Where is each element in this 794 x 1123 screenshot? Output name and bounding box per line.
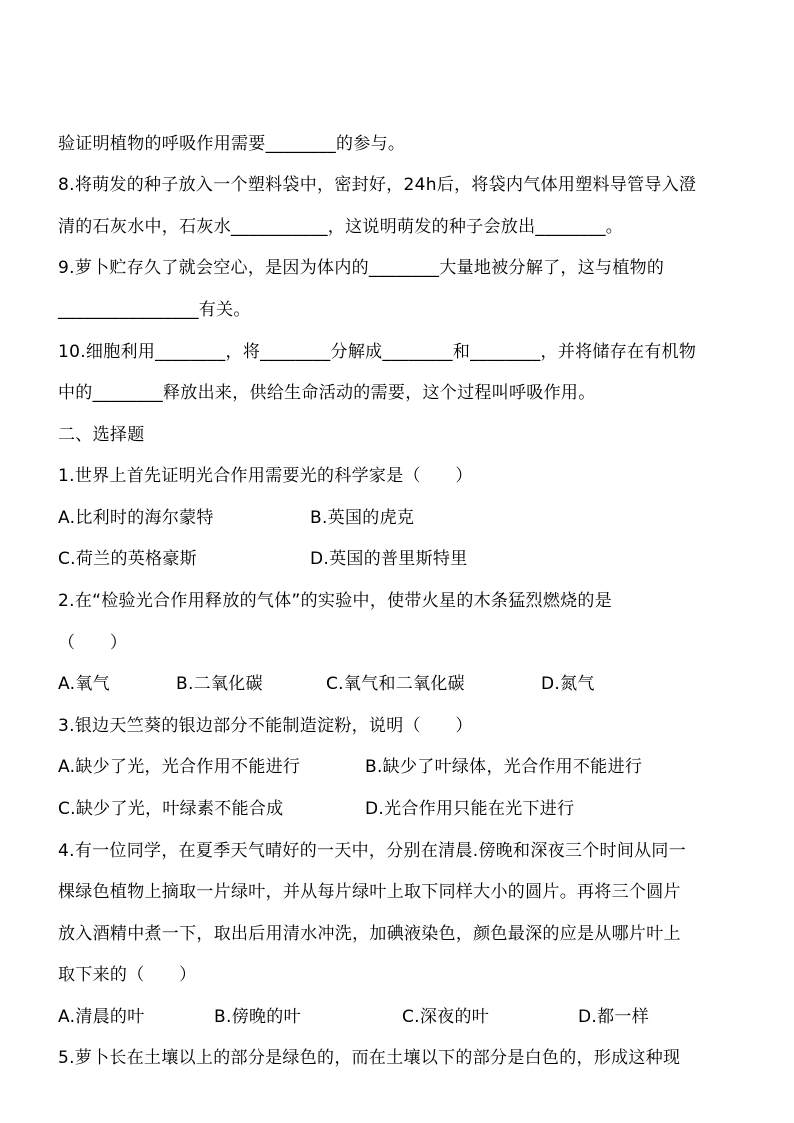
mc-question-2: 2.在“检验光合作用释放的气体”的实验中，使带火星的木条猛烈燃烧的是 bbox=[58, 591, 613, 611]
text-line: 棵绿色植物上摘取一片绿叶，并从每片绿叶上取下同样大小的圆片。再将三个圆片 bbox=[58, 882, 681, 902]
text-line: 中的________释放出来，供给生命活动的需要，这个过程叫呼吸作用。 bbox=[58, 383, 596, 403]
option-b: B.傍晚的叶 bbox=[214, 1007, 301, 1027]
option-c: C.氧气和二氧化碳 bbox=[326, 674, 465, 694]
option-d: D.都一样 bbox=[578, 1007, 649, 1027]
mc-question-3: 3.银边天竺葵的银边部分不能制造淀粉，说明（ ） bbox=[58, 716, 473, 736]
mc-question-1: 1.世界上首先证明光合作用需要光的科学家是（ ） bbox=[58, 466, 473, 486]
option-b: B.缺少了叶绿体，光合作用不能进行 bbox=[365, 757, 643, 777]
option-c: C.缺少了光，叶绿素不能合成 bbox=[58, 799, 284, 819]
question-10: 10.细胞利用________，将________分解成________和________，并将储存在有机物 bbox=[58, 342, 697, 362]
text-line: ________________有关。 bbox=[58, 300, 251, 320]
option-b: B.英国的虎克 bbox=[310, 508, 415, 528]
text-line: 放入酒精中煮一下，取出后用清水冲洗，加碘液染色，颜色最深的应是从哪片叶上 bbox=[58, 924, 681, 944]
mc-question-5: 5.萝卜长在土壤以上的部分是绿色的，而在土壤以下的部分是白色的，形成这种现 bbox=[58, 1048, 681, 1068]
mc-question-4: 4.有一位同学，在夏季天气晴好的一天中，分别在清晨.傍晚和深夜三个时间从同一 bbox=[58, 841, 687, 861]
text-line: 清的石灰水中，石灰水___________，这说明萌发的种子会放出________。 bbox=[58, 217, 624, 237]
option-d: D.英国的普里斯特里 bbox=[310, 549, 468, 569]
option-a: A.缺少了光，光合作用不能进行 bbox=[58, 757, 301, 777]
question-8: 8.将萌发的种子放入一个塑料袋中，密封好，24h后，将袋内气体用塑料导管导入澄 bbox=[58, 175, 697, 195]
answer-bracket: （ ） bbox=[58, 633, 128, 653]
text-line: 验证明植物的呼吸作用需要________的参与。 bbox=[58, 134, 406, 154]
option-d: D.氮气 bbox=[541, 674, 595, 694]
option-a: A.比利时的海尔蒙特 bbox=[58, 508, 214, 528]
section-heading: 二、选择题 bbox=[58, 425, 145, 445]
option-c: C.荷兰的英格豪斯 bbox=[58, 549, 197, 569]
text-line: 取下来的（ ） bbox=[58, 965, 197, 985]
question-9: 9.萝卜贮存久了就会空心，是因为体内的________大量地被分解了，这与植物的 bbox=[58, 258, 665, 278]
option-b: B.二氧化碳 bbox=[176, 674, 263, 694]
option-a: A.氧气 bbox=[58, 674, 110, 694]
option-c: C.深夜的叶 bbox=[402, 1007, 490, 1027]
option-d: D.光合作用只能在光下进行 bbox=[365, 799, 575, 819]
option-a: A.清晨的叶 bbox=[58, 1007, 145, 1027]
